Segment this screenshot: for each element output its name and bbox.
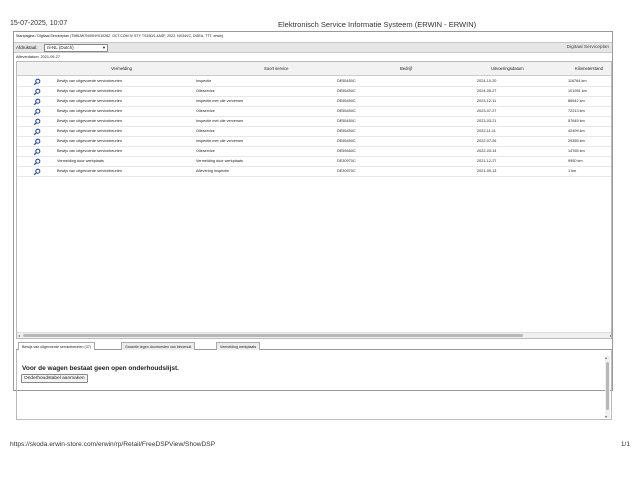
- table-row[interactable]: [17, 157, 612, 167]
- col-header-uitvoeringsdatum[interactable]: Uitvoeringsdatum: [491, 66, 524, 71]
- cell-datum: 2022-03-14: [477, 149, 497, 153]
- scroll-down-icon[interactable]: ▾: [605, 414, 608, 419]
- magnifier-icon[interactable]: [33, 118, 41, 126]
- print-header: [10, 20, 630, 30]
- service-plan-label: Digitaal Serviceplan: [566, 45, 609, 50]
- table-row[interactable]: [17, 147, 612, 157]
- cell-datum: 2024-10-20: [477, 79, 497, 83]
- table-row[interactable]: [17, 77, 612, 87]
- table-row[interactable]: [17, 167, 612, 177]
- cell-km: 72213 km: [568, 109, 585, 113]
- table-row[interactable]: [17, 117, 612, 127]
- cell-km: 9950 km: [568, 159, 583, 163]
- page-number: 1/1: [620, 441, 630, 448]
- cell-datum: 2023-07-27: [477, 109, 497, 113]
- print-date: 15-07-2025, 10:07: [10, 20, 68, 27]
- cell-datum: 2021-09-13: [477, 169, 497, 173]
- page-title: Elektronisch Service Informatie Systeem (ERWIN - ERWIN): [278, 20, 477, 29]
- scroll-up-icon[interactable]: ▴: [605, 355, 608, 360]
- cell-soort: Olieservice: [196, 129, 215, 133]
- cell-soort: Vermelding door werkplaats: [196, 159, 243, 163]
- cell-datum: 2023-03-21: [477, 119, 497, 123]
- horizontal-scrollbar[interactable]: [17, 332, 612, 338]
- magnifier-icon[interactable]: [33, 168, 41, 176]
- cell-soort: Olieservice: [196, 109, 215, 113]
- cell-bedrijf: DE55450C: [337, 129, 356, 133]
- magnifier-icon[interactable]: [33, 88, 41, 96]
- cell-vermelding: Vermelding door werkplaats: [57, 159, 104, 163]
- col-header-kilometerstand[interactable]: Kilometerstand: [575, 66, 603, 71]
- chevron-down-icon: ▼: [102, 45, 106, 50]
- cell-km: 42499 km: [568, 129, 585, 133]
- cell-bedrijf: DE30970C: [337, 159, 356, 163]
- cell-bedrijf: DE30970C: [337, 169, 356, 173]
- cell-vermelding: Bewijs van uitgevoerde servicebeurten: [57, 79, 123, 83]
- cell-datum: 2021-12-27: [477, 159, 497, 163]
- table-row[interactable]: [17, 107, 612, 117]
- cell-bedrijf: DE55450C: [337, 79, 356, 83]
- service-table: [16, 61, 612, 339]
- cell-km: 1 km: [568, 169, 577, 173]
- cell-vermelding: Bewijs van uitgevoerde servicebeurten: [57, 119, 123, 123]
- cell-bedrijf: DE55450C: [337, 119, 356, 123]
- page-url: https://skoda.erwin-store.com/erwin/rp/Retail/FreeDSPView/ShowDSP: [10, 441, 216, 448]
- cell-vermelding: Bewijs van uitgevoerde servicebeurten: [57, 109, 123, 113]
- table-row[interactable]: [17, 127, 612, 137]
- breadcrumb[interactable]: Startpagina / Digitaal Serviceplan (TMBJW7NX0NY010262, OCT.COM IV STY TS150/1.4ASF, 2022, NX34VC, DGEA, TTT, erwin): [16, 34, 224, 38]
- cell-km: 57645 km: [568, 119, 585, 123]
- tab-service-proof[interactable]: Bewijs van uitgevoerde servicebeurten (37): [18, 342, 95, 350]
- cell-km: 29355 km: [568, 139, 585, 143]
- cell-vermelding: Bewijs van uitgevoerde servicebeurten: [57, 129, 123, 133]
- cell-vermelding: Bewijs van uitgevoerde servicebeurten: [57, 169, 123, 173]
- col-header-bedrijf[interactable]: Bedrijf: [400, 66, 412, 71]
- print-language-select[interactable]: [44, 44, 108, 52]
- cell-datum: 2024-05-27: [477, 89, 497, 93]
- cell-vermelding: Bewijs van uitgevoerde servicebeurten: [57, 149, 123, 153]
- scroll-right-icon[interactable]: ▸: [609, 333, 612, 338]
- no-open-list-message: Voor de wagen bestaat geen open onderhoudslijst.: [22, 365, 179, 372]
- scroll-left-icon[interactable]: ◂: [18, 333, 21, 338]
- scroll-thumb[interactable]: [23, 334, 523, 337]
- tab-rust-warranty[interactable]: Garantie tegen doorroesten van binnenuit: [121, 342, 195, 350]
- cell-vermelding: Bewijs van uitgevoerde servicebeurten: [57, 139, 123, 143]
- tab-bar: [16, 342, 612, 350]
- magnifier-icon[interactable]: [33, 78, 41, 86]
- cell-km: 101951 km: [568, 89, 587, 93]
- magnifier-icon[interactable]: [33, 108, 41, 116]
- magnifier-icon[interactable]: [33, 128, 41, 136]
- cell-soort: Inspectie met olie verversen: [196, 99, 244, 103]
- cell-bedrijf: DE55450C: [337, 99, 356, 103]
- cell-km: 86942 km: [568, 99, 585, 103]
- print-language-label: Afdruktaal:: [16, 45, 38, 50]
- cell-bedrijf: DE55450C: [337, 139, 356, 143]
- cell-km: 14765 km: [568, 149, 585, 153]
- table-header: [17, 62, 612, 76]
- cell-datum: 2022-11-11: [477, 129, 496, 133]
- cell-soort: Inspectie met olie verversen: [196, 119, 244, 123]
- magnifier-icon[interactable]: [33, 138, 41, 146]
- vertical-scrollbar[interactable]: [605, 356, 610, 418]
- table-row[interactable]: [17, 97, 612, 107]
- cell-soort: Olieservice: [196, 149, 215, 153]
- cell-km: 116764 km: [568, 79, 587, 83]
- cell-datum: 2023-12-11: [477, 99, 497, 103]
- table-row[interactable]: [17, 87, 612, 97]
- toolbar: [14, 42, 612, 53]
- create-maintenance-table-button[interactable]: Onderhoudstabel aanmaken: [21, 374, 88, 383]
- magnifier-icon[interactable]: [33, 148, 41, 156]
- cell-soort: Aflevering Inspectie: [196, 169, 230, 173]
- scroll-thumb[interactable]: [606, 362, 609, 410]
- magnifier-icon[interactable]: [33, 98, 41, 106]
- tab-workshop-note[interactable]: Vermelding werkplaats: [216, 342, 260, 350]
- col-header-vermelding[interactable]: Vermelding: [111, 66, 132, 71]
- table-row[interactable]: [17, 137, 612, 147]
- app-frame: [13, 31, 613, 419]
- col-header-soort-service[interactable]: Soort service: [264, 66, 289, 71]
- magnifier-icon[interactable]: [33, 158, 41, 166]
- cell-bedrijf: DE59460C: [337, 149, 356, 153]
- cell-soort: Olieservice: [196, 89, 215, 93]
- cell-vermelding: Bewijs van uitgevoerde servicebeurten: [57, 89, 123, 93]
- print-footer: [10, 441, 630, 451]
- cell-soort: Inspectie met olie verversen: [196, 139, 244, 143]
- print-language-value: nl-NL (Dutch): [47, 45, 74, 50]
- tab-panel: [16, 350, 612, 420]
- cell-soort: Inspectie: [196, 79, 212, 83]
- cell-datum: 2022-07-26: [477, 139, 497, 143]
- cell-bedrijf: DE55450C: [337, 109, 356, 113]
- delivery-date: Afleverdatum: 2021-09-27: [16, 55, 60, 59]
- cell-vermelding: Bewijs van uitgevoerde servicebeurten: [57, 99, 123, 103]
- cell-bedrijf: DE55450C: [337, 89, 356, 93]
